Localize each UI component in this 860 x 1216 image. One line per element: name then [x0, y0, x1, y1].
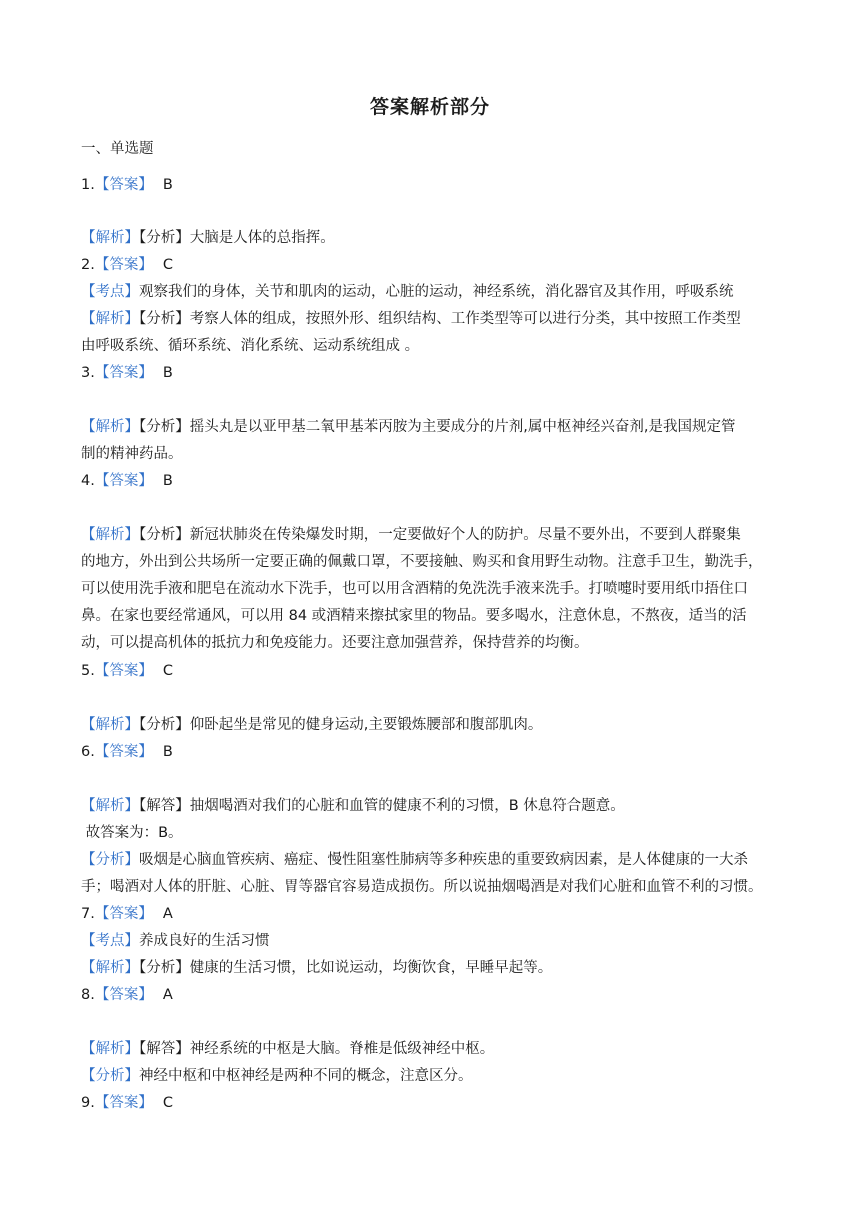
analysis-text: 大脑是人体的总指挥。 — [189, 230, 335, 246]
q8-jieda-line — [81, 1036, 781, 1063]
question-number: 5. — [81, 663, 95, 679]
answer-value: C — [162, 663, 173, 679]
q5-analysis-line — [81, 712, 781, 739]
q3-analysis-cont: 制的精神药品。 — [81, 446, 183, 462]
jiexi-tag: 【解析】 — [81, 311, 139, 327]
analysis-text: 神经中枢和中枢神经是两种不同的概念，注意区分。 — [139, 1068, 473, 1084]
q1-analysis-line — [81, 225, 781, 252]
question-number: 7. — [81, 906, 95, 922]
q4-analysis-cont: 的地方，外出到公共场所一定要正确的佩戴口罩，不要接触、购买和食用野生动物。注意手卫生，勤洗手， — [81, 554, 763, 570]
q7-kaodian-line — [81, 928, 781, 955]
answer-tag: 【答案】 — [94, 365, 153, 381]
answer-value: B — [162, 365, 173, 381]
analysis-text: 考察人体的组成，按照外形、组织结构、工作类型等可以进行分类，其中按照工作类型 — [189, 311, 741, 327]
question-number: 1. — [81, 177, 95, 193]
q2-answer-line — [81, 252, 781, 279]
answer-tag: 【答案】 — [94, 257, 153, 273]
kaodian-tag: 【考点】 — [81, 933, 139, 949]
kaodian-text: 观察我们的身体，关节和肌肉的运动，心脏的运动，神经系统，消化器官及其作用，呼吸系统 — [139, 284, 734, 300]
q6-jieda-line — [81, 793, 781, 820]
jieda-label: 【解答】 — [139, 1041, 190, 1057]
q6-answer-line — [81, 739, 781, 766]
fenxi-tag: 【分析】 — [81, 852, 139, 868]
q1-answer-line — [81, 172, 781, 199]
q6-analysis-line — [81, 847, 781, 874]
q6-analysis-cont: 手；喝酒对人体的肝脏、心脏、胃等器官容易造成损伤。所以说抽烟喝酒是对我们心脏和血管不利的习惯。 — [81, 879, 763, 895]
answer-tag: 【答案】 — [94, 1095, 153, 1111]
q2-analysis-line — [81, 306, 781, 333]
jiexi-tag: 【解析】 — [81, 527, 139, 543]
fenxi-label: 【分析】 — [139, 230, 190, 246]
q4-answer-line — [81, 468, 781, 495]
answer-value: A — [162, 906, 173, 922]
question-number: 8. — [81, 987, 95, 1003]
section-heading: 一、单选题 — [81, 141, 154, 157]
q4-analysis-cont: 鼻。在家也要经常通风，可以用 84 或酒精来擦拭家里的物品。要多喝水，注意休息，不熬夜，适当的活 — [81, 608, 747, 624]
fenxi-label: 【分析】 — [139, 311, 190, 327]
answer-tag: 【答案】 — [94, 663, 153, 679]
answer-value: C — [162, 1095, 173, 1111]
fenxi-label: 【分析】 — [139, 960, 190, 976]
q9-answer-line — [81, 1090, 781, 1117]
page-title: 答案解析部分 — [369, 96, 490, 118]
answer-value: B — [162, 744, 173, 760]
jieda-text: 抽烟喝酒对我们的心脏和血管的健康不利的习惯，B 休息符合题意。 — [189, 798, 625, 814]
jieda-text: 神经系统的中枢是大脑。脊椎是低级神经中枢。 — [189, 1041, 495, 1057]
answer-value: B — [162, 177, 173, 193]
answer-tag: 【答案】 — [94, 744, 153, 760]
q5-answer-line — [81, 658, 781, 685]
analysis-text: 吸烟是心脑血管疾病、癌症、慢性阻塞性肺病等多种疾患的重要致病因素，是人体健康的一大杀 — [139, 852, 748, 868]
q3-analysis-line — [81, 414, 781, 441]
q8-answer-line — [81, 982, 781, 1009]
fenxi-tag: 【分析】 — [81, 1068, 139, 1084]
q8-analysis-line — [81, 1063, 781, 1090]
jiexi-tag: 【解析】 — [81, 230, 139, 246]
fenxi-label: 【分析】 — [139, 419, 190, 435]
q7-analysis-line — [81, 955, 781, 982]
q7-answer-line — [81, 901, 781, 928]
question-number: 3. — [81, 365, 95, 381]
analysis-text: 健康的生活习惯，比如说运动，均衡饮食，早睡早起等。 — [189, 960, 553, 976]
kaodian-text: 养成良好的生活习惯 — [139, 933, 270, 949]
fenxi-label: 【分析】 — [139, 527, 190, 543]
jiexi-tag: 【解析】 — [81, 1041, 139, 1057]
q4-analysis-cont: 动，可以提高机体的抵抗力和免疫能力。还要注意加强营养，保持营养的均衡。 — [81, 635, 589, 651]
question-number: 6. — [81, 744, 95, 760]
analysis-text: 新冠状肺炎在传染爆发时期，一定要做好个人的防护。尽量不要外出，不要到人群聚集 — [189, 527, 741, 543]
jiexi-tag: 【解析】 — [81, 798, 139, 814]
jiexi-tag: 【解析】 — [81, 419, 139, 435]
analysis-text: 摇头丸是以亚甲基二氧甲基苯丙胺为主要成分的片剂,属中枢神经兴奋剂,是我国规定管 — [189, 419, 736, 435]
question-number: 9. — [81, 1095, 95, 1111]
q3-answer-line — [81, 360, 781, 387]
q4-analysis-cont: 可以使用洗手液和肥皂在流动水下洗手，也可以用含酒精的免洗洗手液来洗手。打喷嚏时要用纸巾捂住口 — [81, 581, 748, 597]
q6-conclusion: 故答案为：B。 — [81, 825, 183, 841]
jiexi-tag: 【解析】 — [81, 717, 139, 733]
answer-tag: 【答案】 — [94, 473, 153, 489]
answer-value: B — [162, 473, 173, 489]
kaodian-tag: 【考点】 — [81, 284, 139, 300]
question-number: 2. — [81, 257, 95, 273]
jiexi-tag: 【解析】 — [81, 960, 139, 976]
answer-tag: 【答案】 — [94, 987, 153, 1003]
question-number: 4. — [81, 473, 95, 489]
q2-kaodian-line — [81, 279, 781, 306]
jieda-label: 【解答】 — [139, 798, 190, 814]
q4-analysis-line — [81, 522, 781, 549]
analysis-text: 仰卧起坐是常见的健身运动,主要锻炼腰部和腹部肌肉。 — [189, 717, 543, 733]
answer-value: A — [162, 987, 173, 1003]
answer-value: C — [162, 257, 173, 273]
q2-analysis-cont: 由呼吸系统、循环系统、消化系统、运动系统组成 。 — [81, 338, 420, 354]
answer-tag: 【答案】 — [94, 906, 153, 922]
answer-tag: 【答案】 — [94, 177, 153, 193]
fenxi-label: 【分析】 — [139, 717, 190, 733]
